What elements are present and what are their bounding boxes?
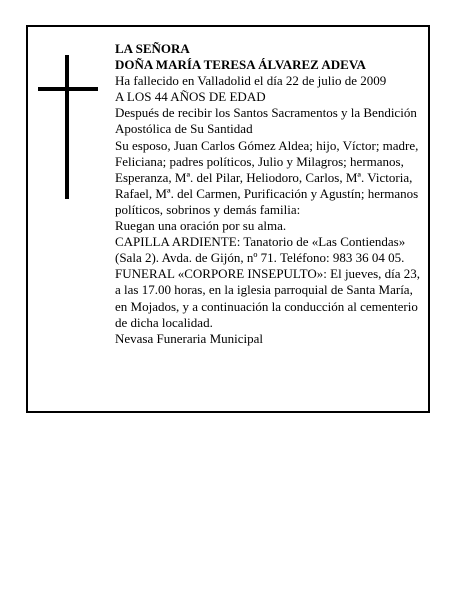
- cross-vertical-bar: [65, 55, 69, 199]
- family-list: Su esposo, Juan Carlos Gómez Aldea; hijo, Víctor; madre, Feliciana; padres políticos, Julio y Milagros; hermanos, Esperanza, Mª. del Pilar, Heliodoro, Carlos, Mª. Victoria, Rafael, Mª. del Carmen, Purificación y Agustín; hermanos políticos, sobrinos y demás familia:: [115, 137, 419, 217]
- funeral-info: FUNERAL «CORPORE INSEPULTO»: El jueves, día 23, a las 17.00 horas, en la iglesia parroquial de Santa María, en Mojados, y a continuación la conducción al cementerio de dicha localidad.: [115, 266, 421, 330]
- sacraments-statement: Después de recibir los Santos Sacramentos y la Bendición Apostólica de Su Santidad: [115, 105, 417, 137]
- chapel-info: CAPILLA ARDIENTE: Tanatorio de «Las Contiendas» (Sala 2). Avda. de Gijón, nº 71. Teléfono: 983 36 04 05.: [115, 234, 406, 266]
- deceased-name: DOÑA MARÍA TERESA ÁLVAREZ ADEVA: [115, 57, 366, 73]
- prayer-request: Ruegan una oración por su alma.: [115, 218, 287, 234]
- age-statement: A LOS 44 AÑOS DE EDAD: [115, 89, 266, 105]
- cross-icon: [38, 55, 98, 199]
- obituary-notice: [26, 25, 430, 413]
- cross-horizontal-bar: [38, 87, 98, 91]
- notice-text: [115, 41, 425, 347]
- funeral-home: Nevasa Funeraria Municipal: [115, 330, 264, 346]
- death-statement: Ha fallecido en Valladolid el día 22 de julio de 2009: [115, 73, 387, 89]
- notice-title: LA SEÑORA: [115, 41, 190, 56]
